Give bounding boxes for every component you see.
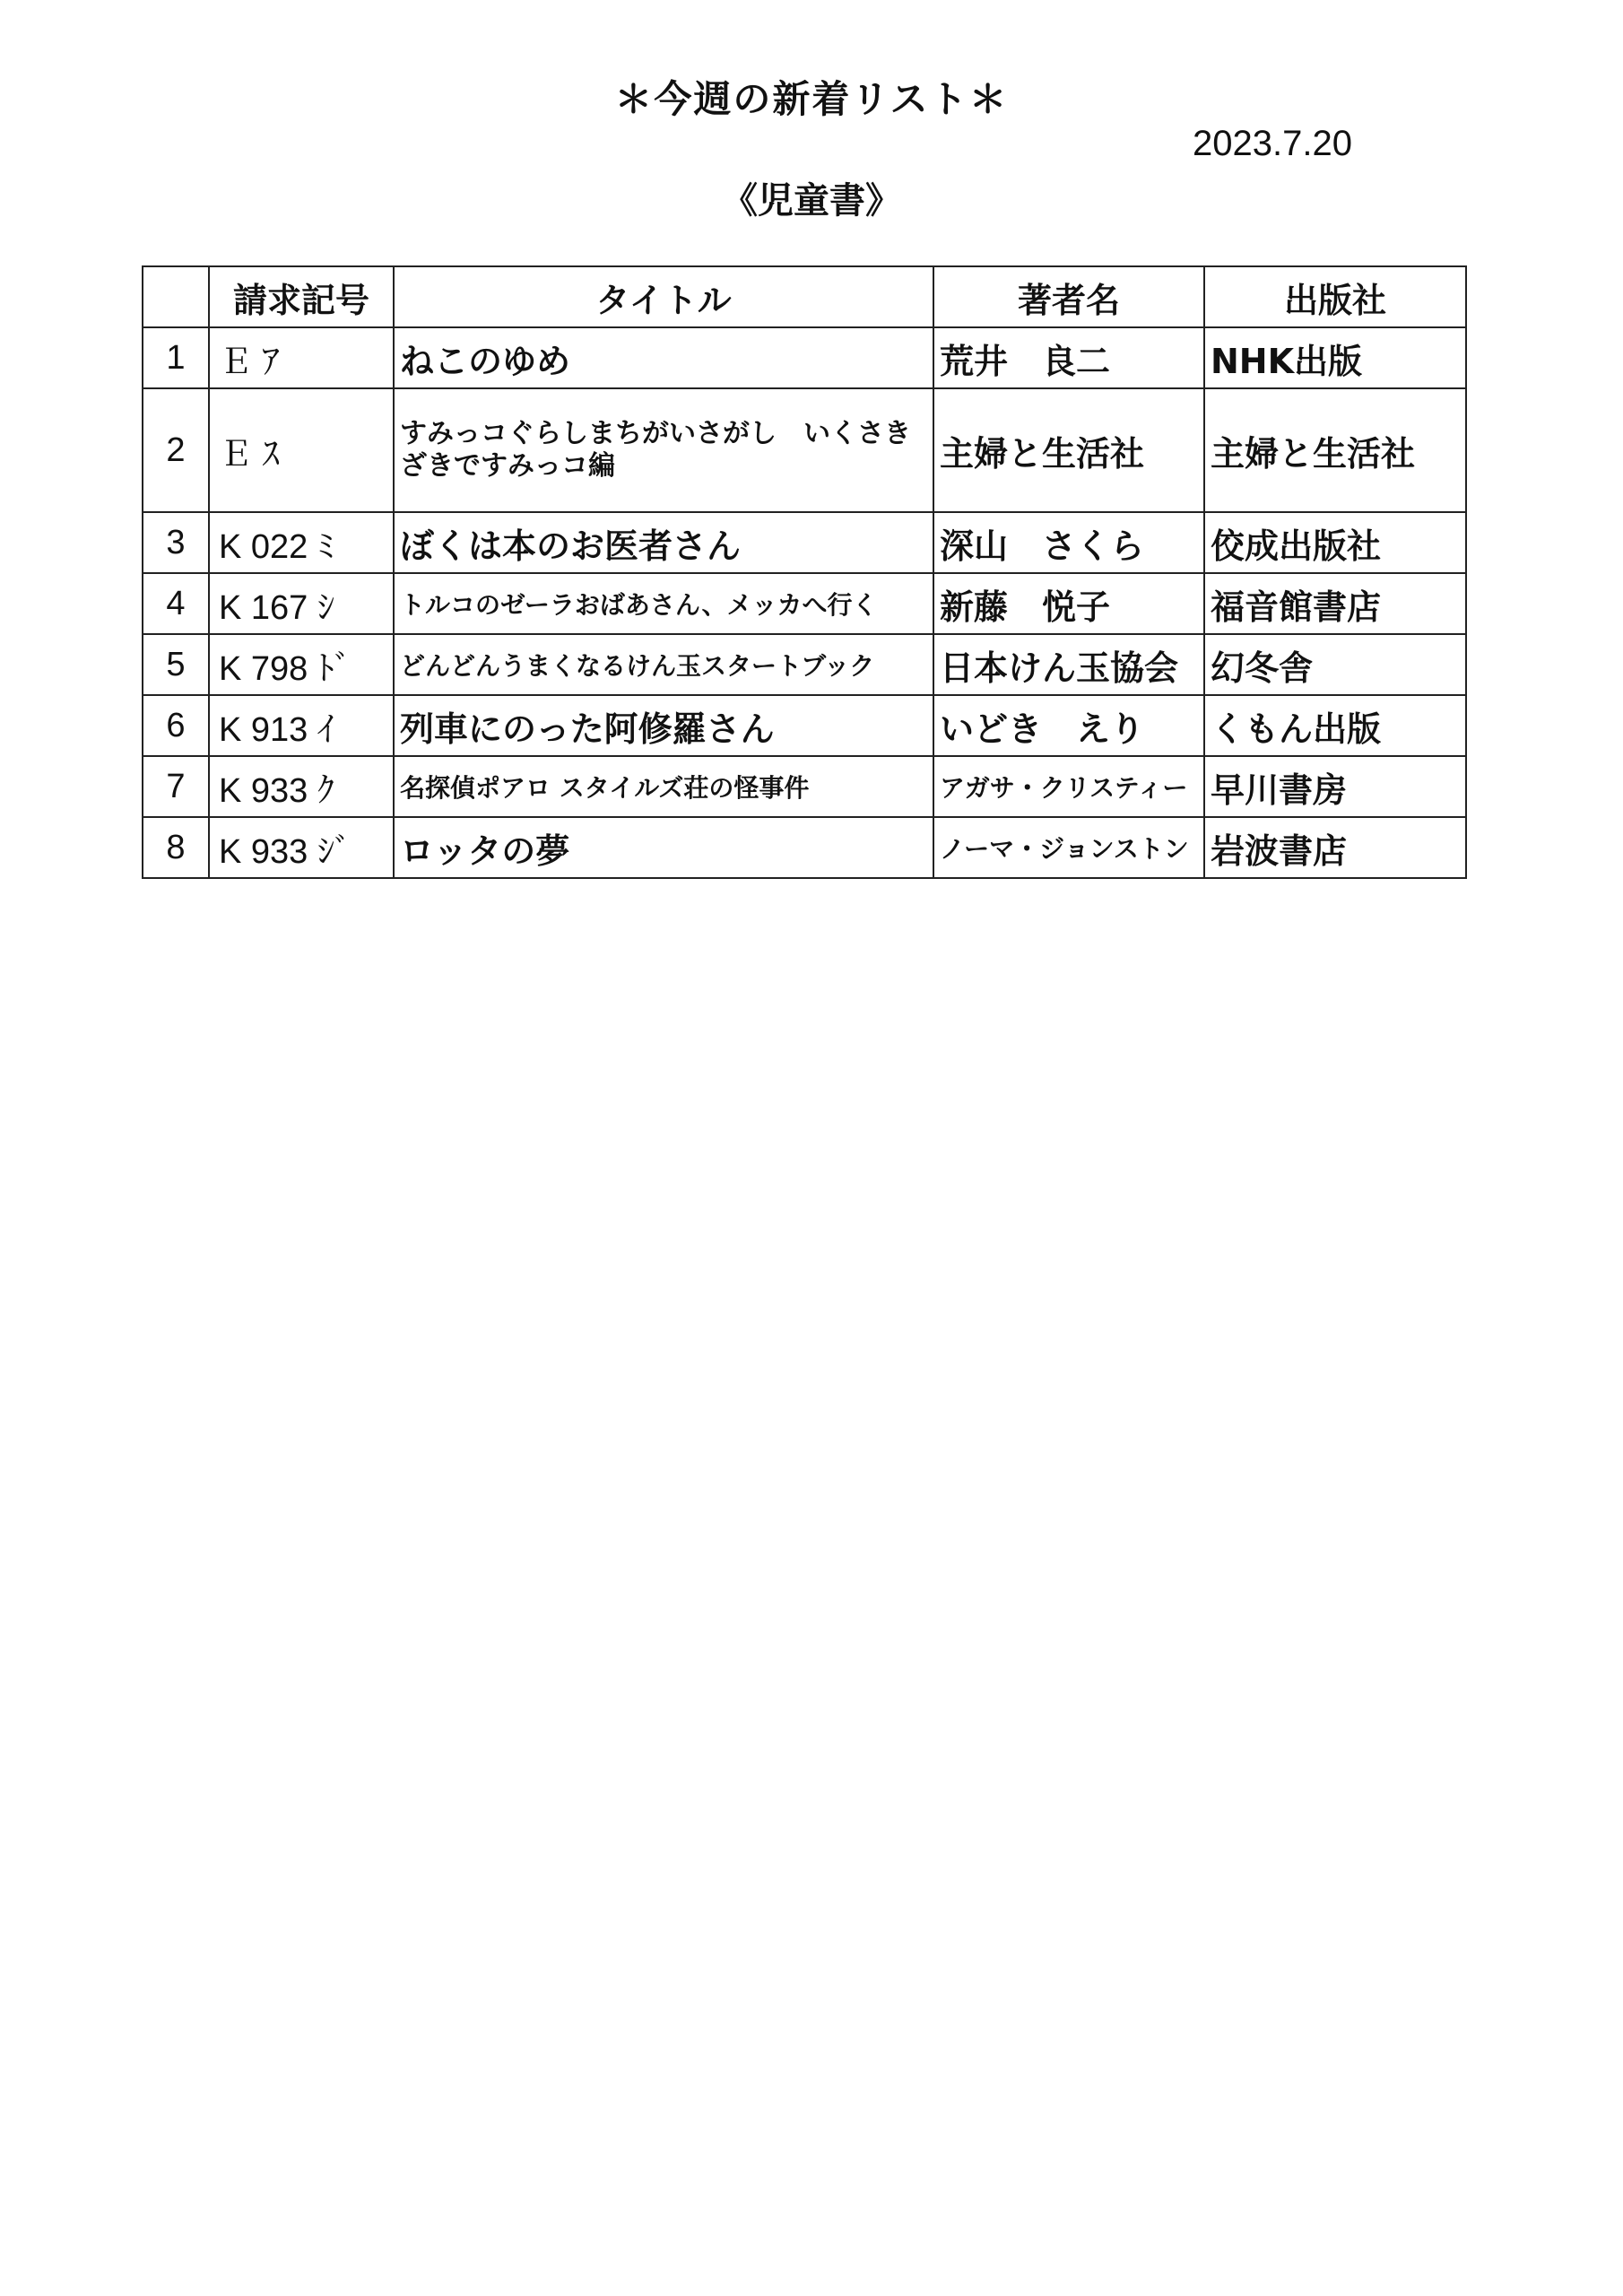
book-author: 荒井 良二 bbox=[933, 327, 1204, 388]
book-publisher: 早川書房 bbox=[1204, 756, 1466, 817]
book-author: ノーマ・ジョンストン bbox=[933, 817, 1204, 878]
column-header-publisher: 出版社 bbox=[1204, 266, 1466, 327]
row-number: 2 bbox=[143, 388, 209, 512]
table-row bbox=[143, 634, 1466, 695]
book-publisher: 主婦と生活社 bbox=[1204, 388, 1466, 512]
book-author: 主婦と生活社 bbox=[933, 388, 1204, 512]
book-author: アガサ・クリスティー bbox=[933, 756, 1204, 817]
table-row bbox=[143, 388, 1466, 512]
book-publisher: NHK出版 bbox=[1204, 327, 1466, 388]
book-title: ねこのゆめ bbox=[394, 327, 933, 388]
book-title: 列車にのった阿修羅さん bbox=[394, 695, 933, 756]
table-row bbox=[143, 512, 1466, 573]
table-header-row bbox=[143, 266, 1466, 327]
row-number: 8 bbox=[143, 817, 209, 878]
row-number: 7 bbox=[143, 756, 209, 817]
table-row bbox=[143, 327, 1466, 388]
book-author: 新藤 悦子 bbox=[933, 573, 1204, 634]
book-author: 深山 さくら bbox=[933, 512, 1204, 573]
table-row bbox=[143, 695, 1466, 756]
category-heading: 《児童書》 bbox=[722, 180, 901, 222]
list-date: 2023.7.20 bbox=[1193, 124, 1352, 163]
table-row bbox=[143, 817, 1466, 878]
row-number: 4 bbox=[143, 573, 209, 634]
book-publisher: 福音館書店 bbox=[1204, 573, 1466, 634]
book-title: どんどんうまくなるけん玉スタートブック bbox=[394, 634, 933, 695]
new-books-table bbox=[142, 265, 1467, 879]
book-title: ぼくは本のお医者さん bbox=[394, 512, 933, 573]
call-number: Ｅ ｱ bbox=[209, 327, 394, 388]
call-number: K 933 ｸ bbox=[209, 756, 394, 817]
call-number: K 022 ﾐ bbox=[209, 512, 394, 573]
book-author: いどき えり bbox=[933, 695, 1204, 756]
call-number: Ｅ ｽ bbox=[209, 388, 394, 512]
row-number: 1 bbox=[143, 327, 209, 388]
call-number: K 933 ｼﾞ bbox=[209, 817, 394, 878]
book-title: 名探偵ポアロ スタイルズ荘の怪事件 bbox=[394, 756, 933, 817]
table-row bbox=[143, 756, 1466, 817]
book-publisher: 佼成出版社 bbox=[1204, 512, 1466, 573]
book-publisher: 岩波書店 bbox=[1204, 817, 1466, 878]
book-title: トルコのゼーラおばあさん、メッカへ行く bbox=[394, 573, 933, 634]
row-number: 6 bbox=[143, 695, 209, 756]
table-row bbox=[143, 573, 1466, 634]
call-number: K 913 ｲ bbox=[209, 695, 394, 756]
page-title: ＊今週の新着リスト＊ bbox=[614, 77, 1009, 121]
column-header-author: 著者名 bbox=[933, 266, 1204, 327]
call-number: K 798 ﾄﾞ bbox=[209, 634, 394, 695]
row-number: 5 bbox=[143, 634, 209, 695]
call-number: K 167 ｼ bbox=[209, 573, 394, 634]
book-title: すみっコぐらしまちがいさがし いくさきざきですみっコ編 bbox=[394, 388, 933, 512]
book-title: ロッタの夢 bbox=[394, 817, 933, 878]
column-header-title: タイトル bbox=[394, 266, 933, 327]
column-header-no bbox=[143, 266, 209, 327]
book-publisher: くもん出版 bbox=[1204, 695, 1466, 756]
book-publisher: 幻冬舎 bbox=[1204, 634, 1466, 695]
row-number: 3 bbox=[143, 512, 209, 573]
book-author: 日本けん玉協会 bbox=[933, 634, 1204, 695]
column-header-call-number: 請求記号 bbox=[209, 266, 394, 327]
